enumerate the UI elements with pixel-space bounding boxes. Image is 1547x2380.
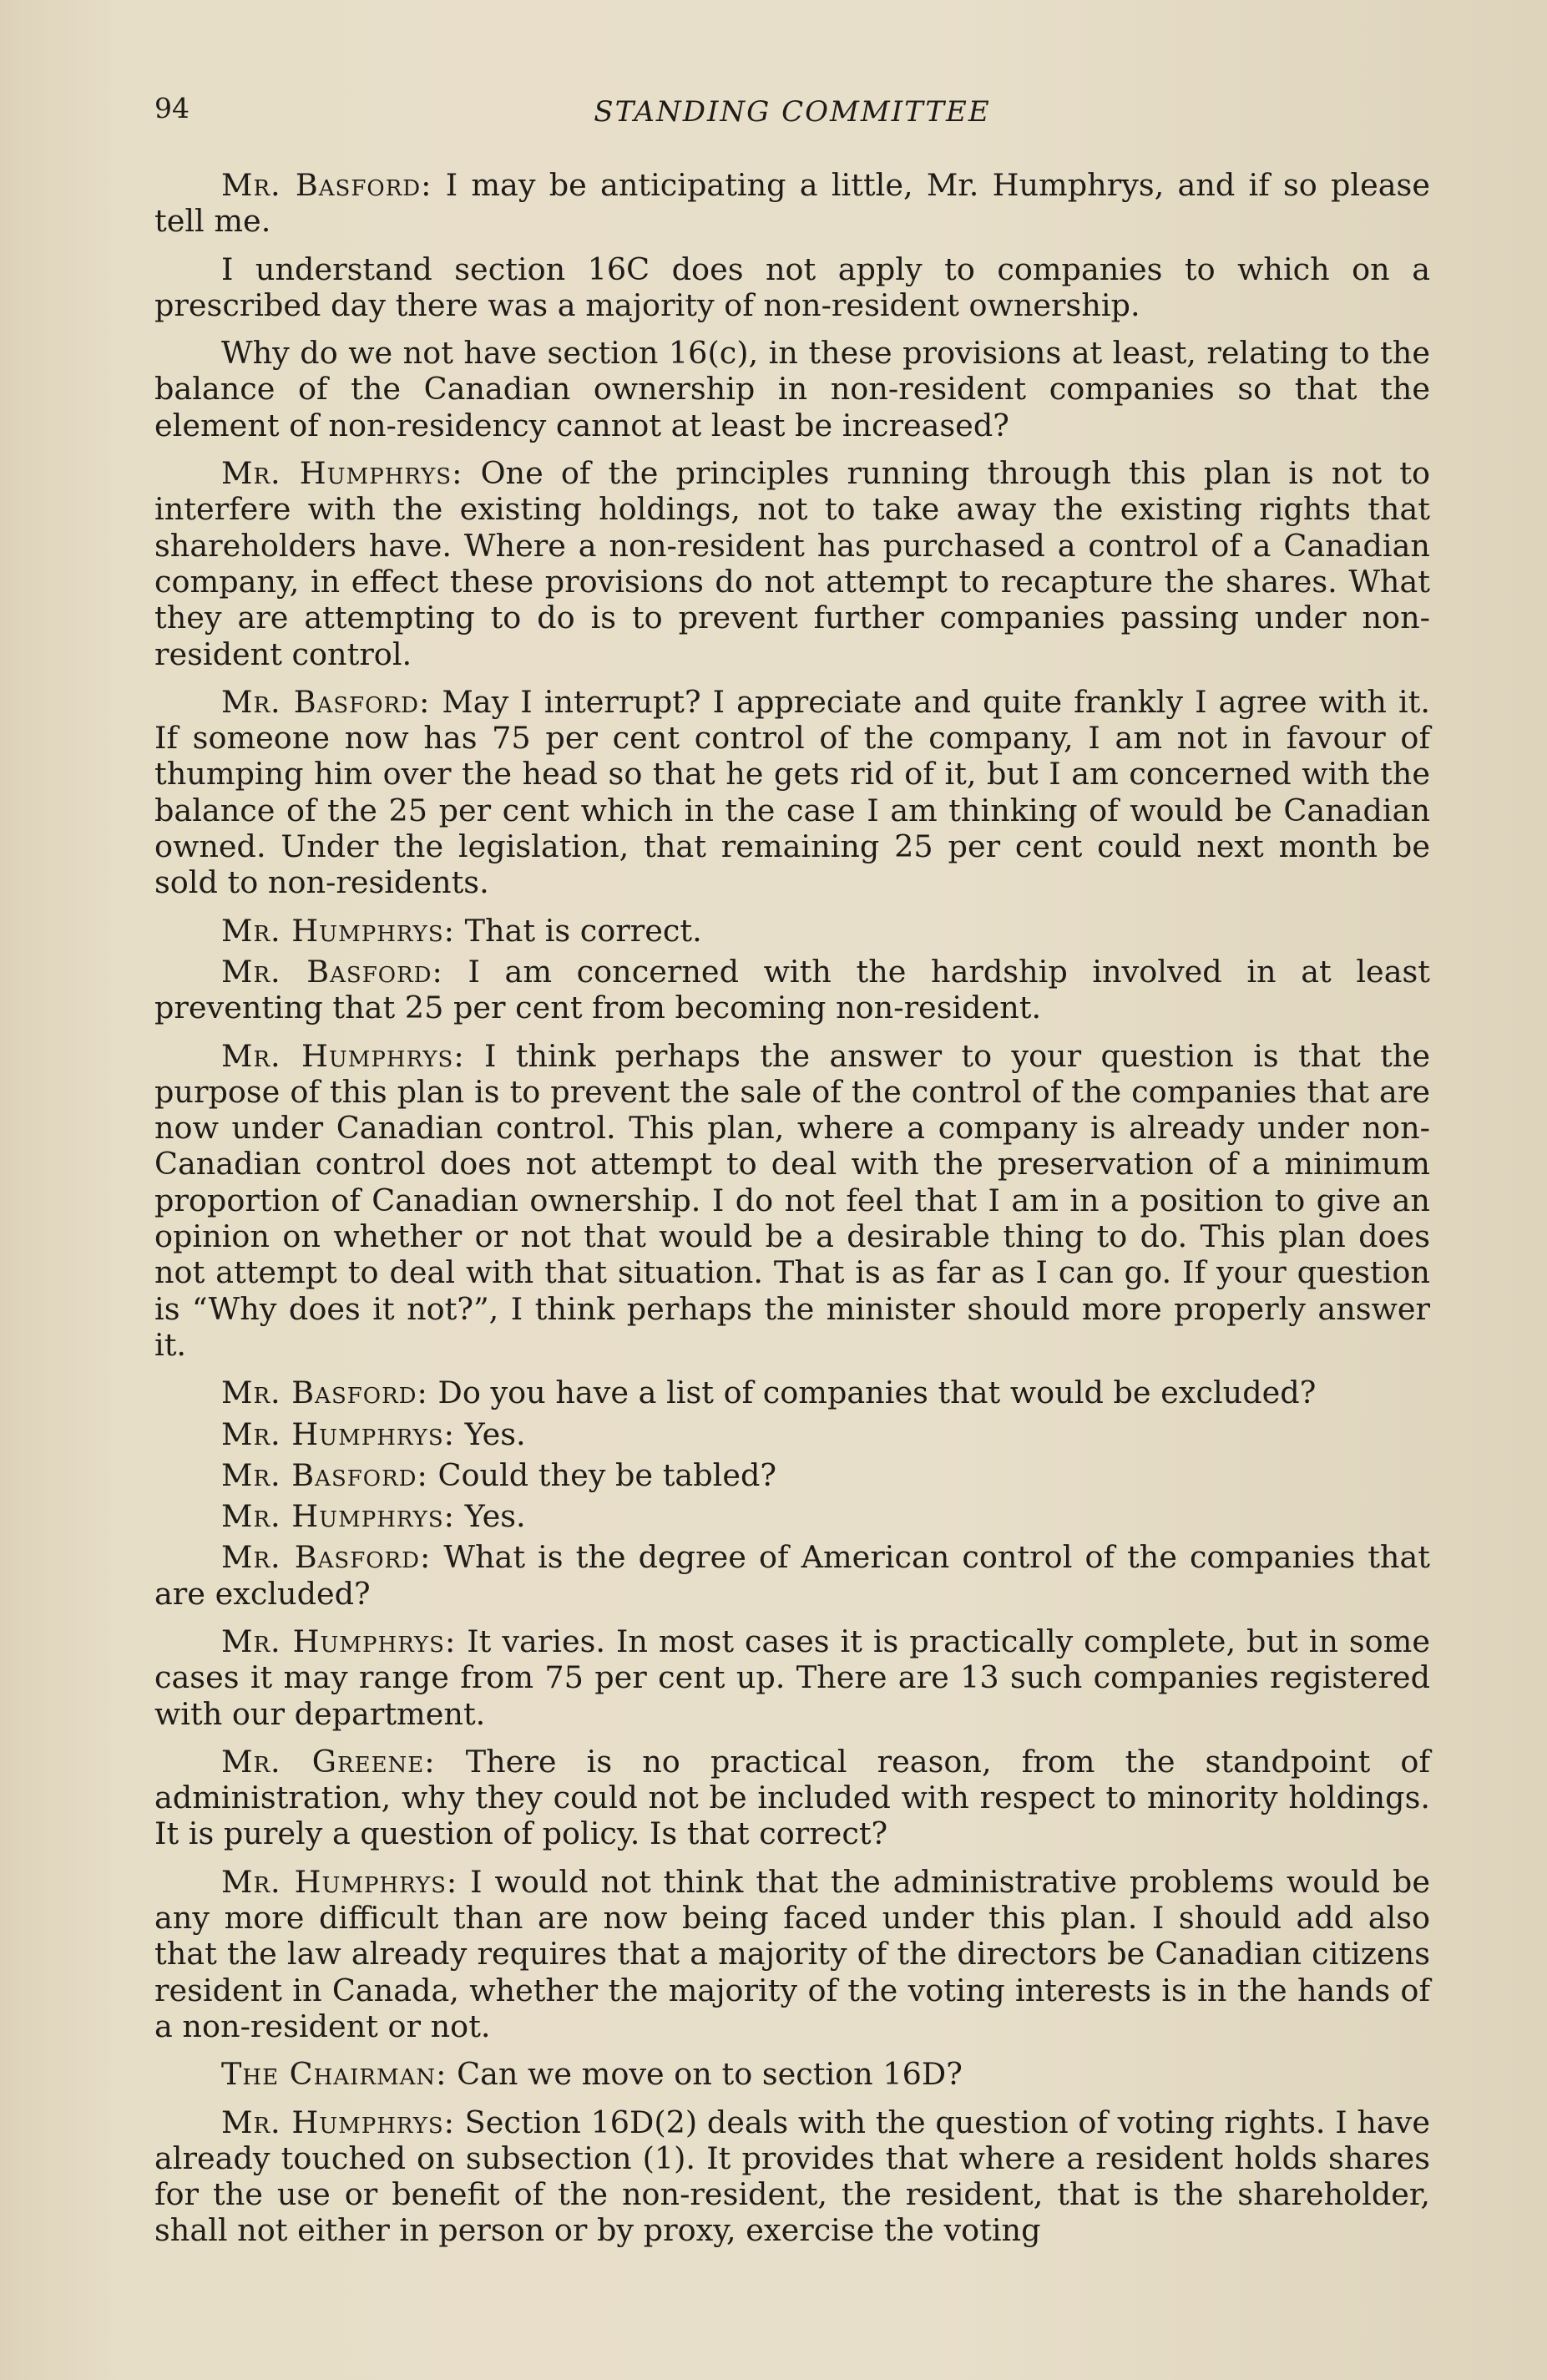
paragraph-text: May I interrupt? I appreciate and quite frankly I agree with it. If someone now has 75 per cent control of the company, I am not in favour of thumping him over the head so that he gets rid of it, but I am concerned with the balance of the 25 per cent which in the case I am thinking of would be Canadian owned. Under the legislation, that remaining 25 per cent could next month be sold to non-residents. [154, 683, 1430, 901]
paragraph-text: One of the principles running through this plan is not to interfere with the existing holdings, not to take away the existing rights that shareholders have. Where a non-resident has purchased a control of a Canadian company, in effect these provisions do not attempt to recapture the shares. What they are attempting to do is to prevent further companies passing under non-resident control. [154, 455, 1430, 672]
paragraph-text: Could they be tabled? [437, 1456, 776, 1493]
paragraph [154, 251, 1430, 324]
speaker-name: Mr. Humphrys: [221, 1623, 457, 1659]
paragraph-text: I may be anticipating a little, Mr. Humphrys, and if so please tell me. [154, 167, 1430, 240]
paragraph [154, 1623, 1430, 1732]
paragraph [154, 1498, 1430, 1534]
speaker-name: Mr. Greene: [221, 1743, 436, 1780]
page-number: 94 [154, 92, 190, 124]
running-head: STANDING COMMITTEE [594, 95, 991, 129]
speaker-name: Mr. Humphrys: [221, 1415, 455, 1452]
speaker-name: Mr. Humphrys: [221, 912, 455, 949]
paragraph-text: I would not think that the administrative problems would be any more difficult than are now being faced under this plan. I should add also that the law already requires that a majority of the directors be Canadian citizens resident in Canada, whether the majority of the voting interests is in the hands of a non-resident or not. [154, 1863, 1430, 2044]
paragraph-text: Do you have a list of companies that would be excluded? [437, 1375, 1317, 1411]
paragraph-text: Yes. [464, 1498, 526, 1535]
paragraph-text: Can we move on to section 16D? [457, 2056, 963, 2093]
paragraph [154, 167, 1430, 240]
speaker-name: Mr. Basford: [221, 1539, 432, 1576]
page-header [154, 84, 1430, 142]
paragraph [154, 1416, 1430, 1452]
speaker-name: Mr. Humphrys: [221, 1863, 458, 1900]
speaker-name: Mr. Humphrys: [221, 2104, 455, 2140]
paragraph [154, 684, 1430, 901]
paragraph [154, 1539, 1430, 1612]
paragraph [154, 2104, 1430, 2249]
paragraph-text: Yes. [464, 1415, 526, 1452]
paragraph [154, 1744, 1430, 1852]
paragraph [154, 954, 1430, 1026]
speaker-name: Mr. Humphrys: [221, 455, 463, 492]
paragraph-text: Why do we not have section 16(c), in these provisions at least, relating to the balance of the Canadian ownership in non-resident companies so that the element of non-residency cannot at least be increased? [154, 335, 1430, 443]
speaker-name: Mr. Basford: [221, 953, 443, 990]
speaker-name: Mr. Basford: [221, 683, 431, 720]
speaker-name: Mr. Humphrys: [221, 1037, 465, 1074]
paragraph-text: I think perhaps the answer to your question is that the purpose of this plan is to prevent the sale of the control of the companies that are now under Canadian control. This plan, where a company is already under non-Canadian control does not attempt to deal with the preservation of a minimum proportion of Canadian ownership. I do not feel that I am in a position to give an opinion on whether or not that would be a desirable thing to do. This plan does not attempt to deal with that situation. That is as far as I can go. If your question is “Why does it not?”, I think perhaps the minister should more properly answer it. [154, 1037, 1430, 1363]
speaker-name: Mr. Basford: [221, 167, 432, 203]
paragraph [154, 335, 1430, 443]
paragraph [154, 1375, 1430, 1410]
paragraph-text: I understand section 16C does not apply to companies to which on a prescribed day there was a majority of non-resident ownership. [154, 251, 1430, 323]
speaker-name: Mr. Basford: [221, 1456, 428, 1493]
paragraph [154, 1457, 1430, 1493]
paragraph-text: Section 16D(2) deals with the question of voting rights. I have already touched on subsection (1). It provides that where a resident holds shares for the use or benefit of the non-resident, the resident, that is the shareholder, shall not either in person or by proxy, exercise the voting [154, 2104, 1430, 2249]
paragraph [154, 1864, 1430, 2044]
paragraph-text: It varies. In most cases it is practically complete, but in some cases it may range from 75 per cent up. There are 13 such companies registered with our department. [154, 1623, 1430, 1732]
paragraph [154, 1038, 1430, 1364]
paragraph-text: I am concerned with the hardship involved in at least preventing that 25 per cent from becoming non-resident. [154, 953, 1430, 1026]
paragraph-text: That is correct. [464, 912, 702, 949]
paragraph [154, 2056, 1430, 2092]
speaker-name: Mr. Humphrys: [221, 1498, 455, 1535]
paragraph-text: What is the degree of American control of the companies that are excluded? [154, 1539, 1430, 1612]
speaker-name: The Chairman: [221, 2056, 447, 2093]
paragraph-text: There is no practical reason, from the standpoint of administration, why they could not be included with respect to minority holdings. It is purely a question of policy. Is that correct? [154, 1743, 1430, 1852]
transcript-body [154, 167, 1430, 2249]
speaker-name: Mr. Basford: [221, 1375, 428, 1411]
paragraph [154, 913, 1430, 949]
paragraph [154, 455, 1430, 672]
